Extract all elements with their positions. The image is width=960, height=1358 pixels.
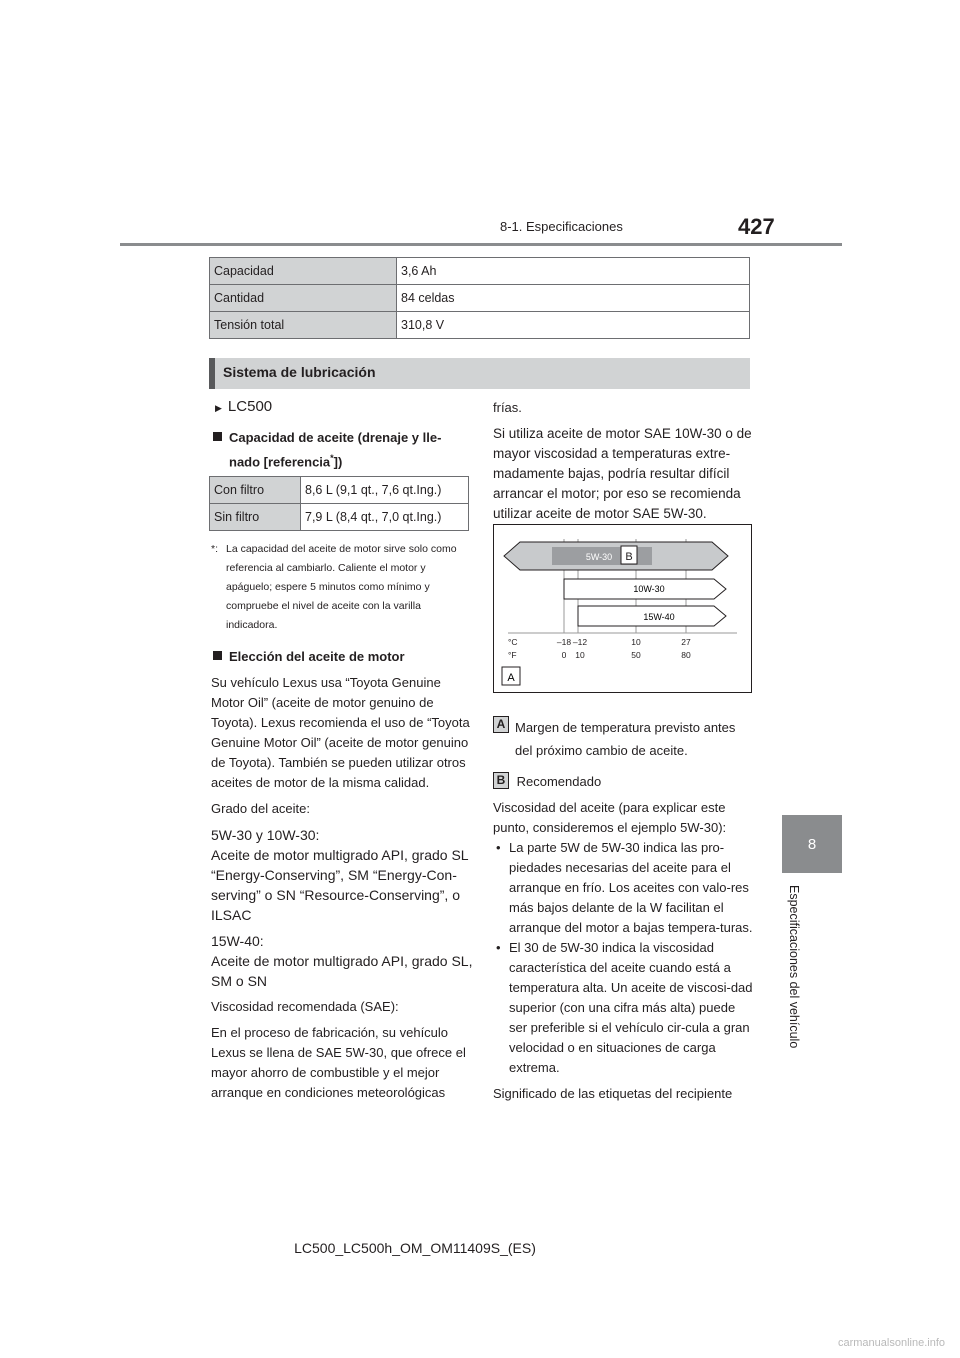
- right-column-top: [493, 398, 755, 530]
- band-label-5w30: 5W-30: [585, 552, 613, 562]
- viscosity-bullets: [493, 838, 755, 1078]
- grade1: 5W-30 y 10W-30: Aceite de motor multigrado API, grado SL “Energy-Conserving”, SM “Energy-Con-serving” o SN “Resource-Conserving”, o ILSAC: [211, 827, 469, 923]
- legend-a-marker: A: [493, 716, 509, 733]
- table-row: Sin filtro 7,9 L (8,4 qt., 7,0 qt.Ing.): [210, 504, 469, 531]
- band-10w30: [564, 579, 726, 599]
- legend-b: B Recomendado: [493, 772, 755, 792]
- table-row: Cantidad 84 celdas: [210, 285, 750, 312]
- footer: LC500_LC500h_OM_OM11409S_(ES): [294, 1240, 536, 1256]
- viscosity-diagram: [493, 524, 752, 693]
- callout-a-box: [502, 667, 520, 685]
- tick-label: 10: [575, 650, 585, 660]
- celsius-unit: °C: [508, 637, 518, 647]
- left-column-top: [211, 398, 471, 478]
- lubrication-heading: Sistema de lubricación: [209, 358, 750, 389]
- square-bullet-icon: [213, 651, 222, 660]
- chapter-tab: 8: [782, 815, 842, 873]
- table-row: Capacidad 3,6 Ah: [210, 258, 750, 285]
- battery-spec-table: [209, 257, 750, 339]
- tick-label: 27: [681, 637, 691, 647]
- band-15w40: [578, 606, 726, 626]
- tick-label: –18: [556, 637, 572, 647]
- oil-capacity-table: [209, 476, 469, 531]
- capacity-heading: Capacidad de aceite (drenaje y lle- nado [referencia*]): [211, 427, 471, 472]
- cold-text: Si utiliza aceite de motor SAE 10W-30 o de mayor viscosidad a temperaturas extre-madamente bajas, podría resultar difícil arrancar el motor; por eso se recomienda utilizar aceite de motor SAE 5W-30.: [493, 426, 752, 521]
- tick-label: 80: [681, 650, 691, 660]
- viscosity-intro: Viscosidad del aceite (para explicar este punto, consideremos el ejemplo 5W-30):: [493, 800, 727, 835]
- fahrenheit-unit: °F: [508, 650, 517, 660]
- band-label-10w30: 10W-30: [633, 584, 665, 594]
- model-label: ▶ LC500: [215, 398, 273, 415]
- viscosity-section: [493, 798, 755, 1110]
- table-row: Tensión total 310,8 V: [210, 312, 750, 339]
- section-label: 8-1. Especificaciones: [500, 219, 623, 234]
- callout-a: A: [507, 672, 515, 684]
- table-row: Con filtro 8,6 L (9,1 qt., 7,6 qt.Ing.): [210, 477, 469, 504]
- tick-label: 50: [631, 650, 641, 660]
- choice-heading: Elección del aceite de motor: [211, 646, 473, 667]
- band-label-15w40: 15W-40: [643, 612, 675, 622]
- legend-b-marker: B: [493, 772, 509, 789]
- factory-text: En el proceso de fabricación, su vehículo Lexus se llena de SAE 5W-30, que ofrece el mayor ahorro de combustible y el mejor arranque en condiciones meteorológicas: [211, 1025, 466, 1100]
- arrow-right-icon: ▶: [215, 403, 222, 413]
- viscosity-label: Viscosidad recomendada (SAE):: [211, 999, 399, 1014]
- grade-label: Grado del aceite:: [211, 801, 311, 816]
- legend-a: A Margen de temperatura previsto antes del próximo cambio de aceite.: [493, 716, 755, 736]
- list-item: • La parte 5W de 5W-30 indica las pro-piedades necesarias del aceite para el arranque en frío. Los aceites con valo-res más bajos delante de la W facilitan el arranque del motor a bajas tempera-turas.: [493, 838, 755, 938]
- choice-text: Su vehículo Lexus usa “Toyota Genuine Motor Oil” (aceite de motor genuino de Toyota). Lexus recomienda el uso de “Toyota Genuine Motor Oil” (aceite de motor genuino de Toyota). También se pueden utilizar otros aceites de motor de la misma calidad.: [211, 675, 470, 790]
- tick-label: –12: [572, 637, 588, 647]
- page-number: 427: [738, 214, 775, 239]
- tick-label: 0: [561, 650, 567, 660]
- left-column-bottom: [211, 646, 473, 1109]
- watermark: carmanualsonline.info: [837, 1337, 945, 1349]
- viscosity-closing: Significado de las etiquetas del recipiente: [493, 1086, 733, 1101]
- footnote: *: La capacidad del aceite de motor sirve solo como referencia al cambiarlo. Caliente el motor y apáguelo; espere 5 minutos como mínimo y compruebe el nivel de aceite con la varilla indicadora.: [211, 543, 457, 631]
- band-5w30: [504, 542, 728, 570]
- list-item: • El 30 de 5W-30 indica la viscosidad característica del aceite cuando está a temperatura alta. Un aceite de viscosi-dad superior (con una cifra más alta) puede ser preferible si el vehículo cir-cula a gran velocidad o en situaciones de carga extrema.: [493, 938, 755, 1078]
- square-bullet-icon: [213, 432, 222, 441]
- heading-marker: [209, 358, 215, 389]
- grade2: 15W-40: Aceite de motor multigrado API, grado SL, SM o SN: [211, 933, 473, 989]
- tick-label: 10: [631, 637, 641, 647]
- chapter-label: Especificaciones del vehículo: [787, 885, 801, 1049]
- factory-text-cont: frías.: [493, 400, 522, 415]
- callout-b: B: [625, 551, 633, 563]
- header-rule: [120, 243, 842, 246]
- axis-labels: [508, 637, 691, 660]
